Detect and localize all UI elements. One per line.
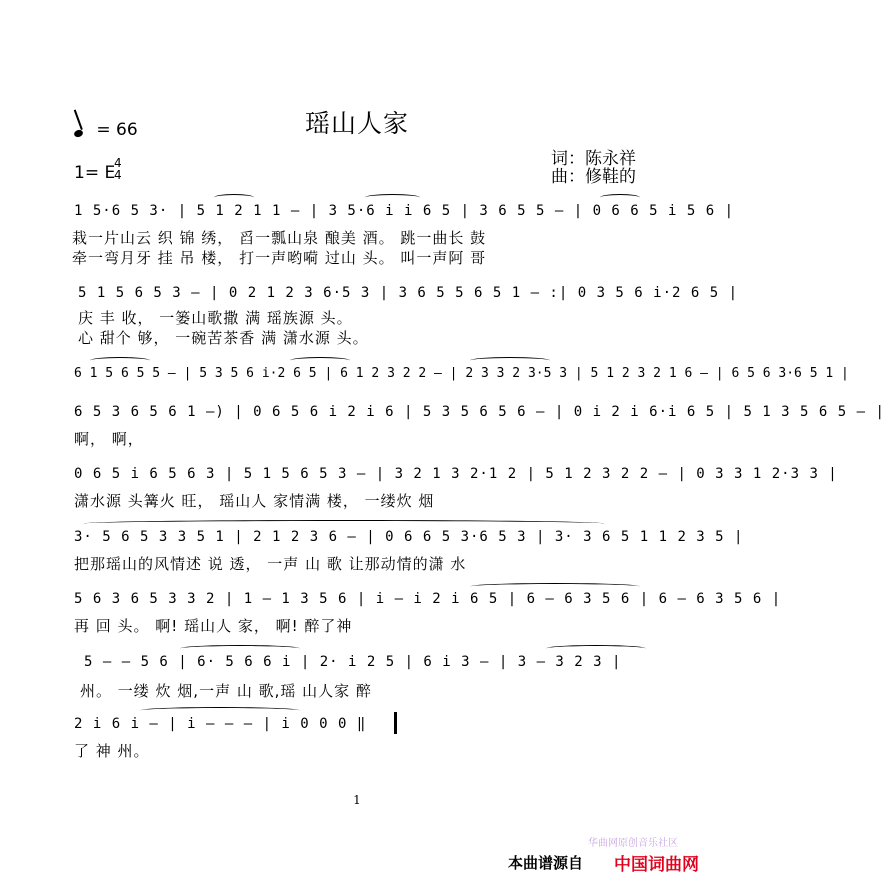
notation-line-2: 5 1 5 6 5 3 — | 0 2 1 2 3 6·5 3 | 3 6 5 5 6 5 1 — :| 0 3 5 6 i·2 6 5 | (78, 285, 739, 301)
quarter-note-icon (73, 129, 84, 139)
slur-mark (365, 194, 420, 201)
notation-line-3: 6 1 5 6 5 5 — | 5 3 5 6 i·2 6 5 | 6 1 2 3 2 2 — | 2 3 3 2 3·5 3 | 5 1 2 3 2 1 6 — | 6 5 6 3·6 5 1 | (74, 366, 849, 381)
tempo-marking (74, 120, 138, 140)
lyric-line-2a: 庆 丰 收， 一篓山歌撒 满 瑶族源 头。 (78, 309, 353, 327)
time-bottom: 4 (114, 168, 122, 182)
notation-line-4: 6 5 3 6 5 6 1 —) | 0 6 5 6 i 2 i 6 | 5 3 5 6 5 6 — | 0 i 2 i 6·i 6 5 | 5 1 3 5 6 5 — | (74, 404, 885, 420)
lyric-line-2b: 心 甜个 够， 一碗苦茶香 满 潇水源 头。 (78, 329, 369, 347)
lyric-line-7: 再 回 头。 啊! 瑶山人 家， 啊! 醉了神 (74, 617, 353, 635)
site-name-link[interactable]: 中国词曲网 (614, 855, 699, 875)
slur-mark (84, 520, 604, 527)
lyric-line-5: 潇水源 头篝火 旺， 瑶山人 家情满 楼， 一缕炊 烟 (74, 492, 435, 510)
lyric-line-8: 州。 一缕 炊 烟,一声 山 歌,瑶 山人家 醉 (80, 682, 372, 700)
composer-credit: 曲：修鞋的 (551, 167, 636, 187)
slur-mark (470, 357, 550, 364)
notation-line-9: 2 i 6 i — | i — — — | i 0 0 0 ‖ (74, 716, 367, 732)
watermark-text: 华曲网原创音乐社区 (588, 838, 678, 849)
slur-mark (180, 645, 300, 652)
song-title: 瑶山人家 (304, 109, 409, 138)
notation-line-6: 3· 5 6 5 3 3 5 1 | 2 1 2 3 6 — | 0 6 6 5 3·6 5 3 | 3· 3 6 5 1 1 2 3 5 | (74, 529, 744, 545)
notation-line-8: 5 — — 5 6 | 6· 5 6 6 i | 2· i 2 5 | 6 i 3 — | 3 — 3 2 3 | (84, 654, 622, 670)
notation-line-5: 0 6 5 i 6 5 6 3 | 5 1 5 6 5 3 — | 3 2 1 3 2·1 2 | 5 1 2 3 2 2 — | 0 3 3 1 2·3 3 | (74, 466, 838, 482)
lyric-line-6: 把那瑶山的风情述 说 透， 一声 山 歌 让那动情的潇 水 (74, 555, 467, 573)
lyric-line-9: 了 神 州。 (74, 742, 150, 760)
time-top: 4 (114, 156, 122, 170)
lyric-line-1b: 牵一弯月牙 挂 吊 楼， 打一声哟嗬 过山 头。 叫一声阿 哥 (72, 249, 487, 267)
lyric-line-1a: 栽一片山云 织 锦 绣， 舀一瓢山泉 酿美 酒。 跳一曲长 鼓 (72, 229, 487, 247)
key-signature: 1= E (74, 163, 116, 183)
notation-line-7: 5 6 3 6 5 3 3 2 | 1 — 1 3 5 6 | i — i 2 i 6 5 | 6 — 6 3 5 6 | 6 — 6 3 5 6 | (74, 591, 782, 607)
slur-mark (214, 194, 254, 201)
slur-mark (546, 645, 646, 652)
page-number: 1 (353, 793, 361, 807)
final-barline (394, 712, 397, 734)
source-label: 本曲谱源自 (508, 854, 584, 872)
slur-mark (290, 357, 350, 364)
tempo-value: = 66 (96, 120, 138, 140)
lyricist-credit: 词：陈永祥 (551, 149, 636, 169)
lyric-line-4: 啊， 啊， (74, 430, 144, 448)
slur-mark (470, 583, 640, 590)
notation-line-1: 1 5·6 5 3· | 5 1 2 1 1 — | 3 5·6 i i 6 5 | 3 6 5 5 — | 0 6 6 5 i 5 6 | (74, 203, 735, 219)
slur-mark (90, 357, 150, 364)
time-signature (114, 157, 122, 181)
slur-mark (600, 194, 640, 201)
slur-mark (140, 707, 300, 714)
